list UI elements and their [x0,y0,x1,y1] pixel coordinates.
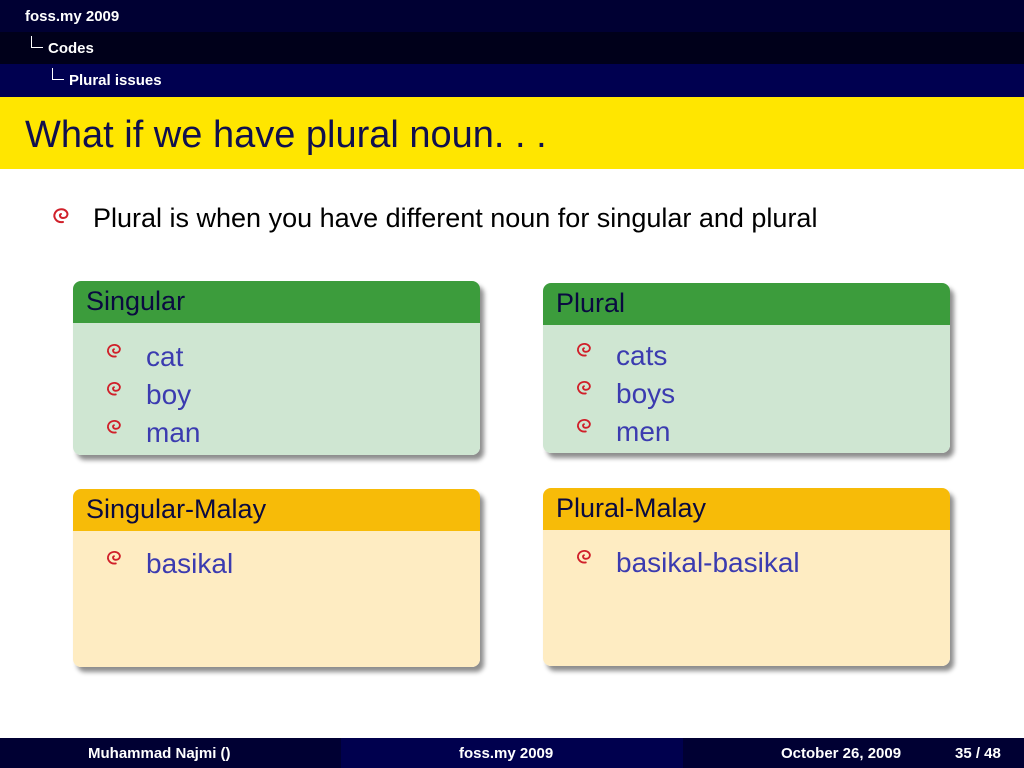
footer-date: October 26, 2009 [781,745,902,762]
debian-swirl-icon [104,548,124,568]
list-item: basikal-basikal [616,547,800,578]
footer [0,738,1024,768]
list-item: men [616,416,671,447]
debian-swirl-icon [50,205,72,227]
debian-swirl-icon [104,379,124,399]
singular-malay-block [73,489,480,667]
block-title: Plural-Malay [543,488,950,530]
list-item: boys [616,378,676,409]
list-item: cat [146,341,184,372]
intro-text: Plural is when you have different noun for singular and plural [93,203,818,233]
singular-block [73,281,480,455]
block-body [73,323,480,455]
debian-swirl-icon [104,341,124,361]
block-title: Singular-Malay [73,489,480,531]
tree-connector-icon [52,68,64,80]
block-body [543,325,950,453]
header-conference[interactable]: foss.my 2009 [25,8,120,25]
page-number: 35 / 48 [955,745,1001,762]
header-subsection-row [0,64,1024,97]
title-bar [0,97,1024,169]
block-body [73,531,480,667]
debian-swirl-icon [574,340,594,360]
tree-connector-icon [31,36,43,48]
plural-malay-block [543,488,950,666]
block-body [543,530,950,666]
list-item: man [146,417,201,448]
debian-swirl-icon [574,378,594,398]
footer-author: Muhammad Najmi () [88,745,231,762]
header-subsection[interactable]: Plural issues [69,72,162,89]
header-conference-row [0,0,1024,32]
block-title: Singular [73,281,480,323]
debian-swirl-icon [574,416,594,436]
footer-event: foss.my 2009 [459,745,554,762]
list-item: boy [146,379,192,410]
list-item: basikal [146,548,234,579]
header-section-row [0,32,1024,64]
debian-swirl-icon [104,417,124,437]
header-section[interactable]: Codes [48,40,94,57]
block-title: Plural [543,283,950,325]
plural-block [543,283,950,453]
slide-title: What if we have plural noun. . . [25,114,547,156]
debian-swirl-icon [574,547,594,567]
list-item: cats [616,340,668,371]
